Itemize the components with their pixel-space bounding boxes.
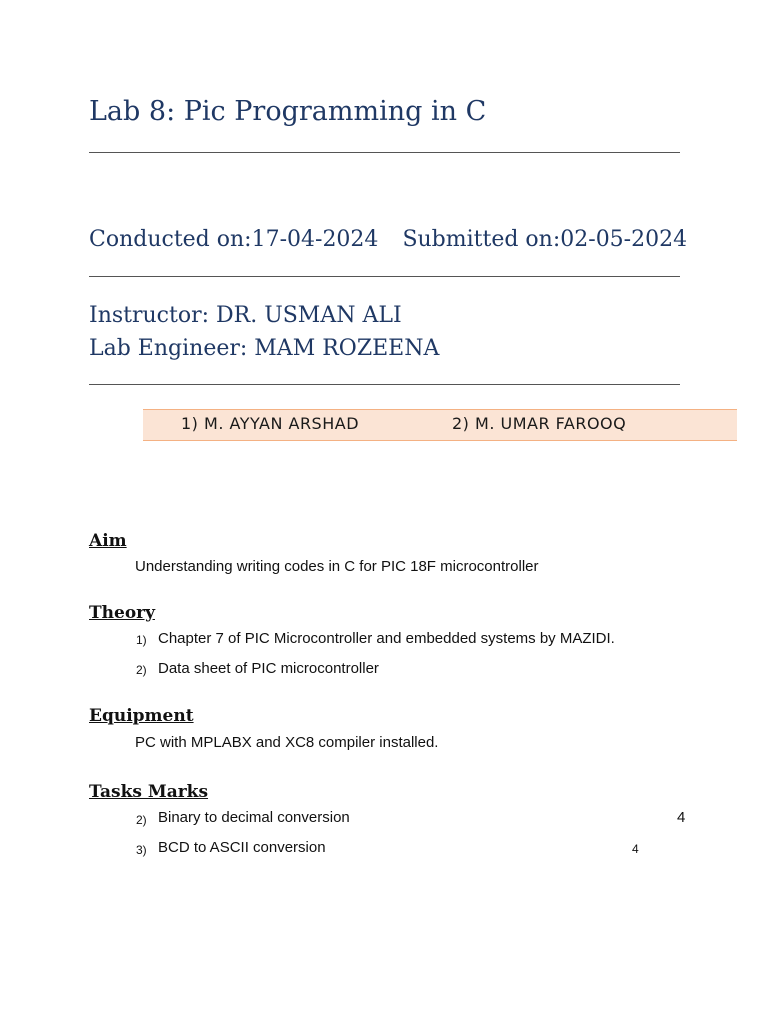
- list-number: 2): [136, 813, 147, 827]
- staff-divider: [89, 384, 680, 385]
- task-item: BCD to ASCII conversion: [158, 839, 326, 856]
- lab-engineer-line: Lab Engineer: MAM ROZEENA: [89, 336, 440, 361]
- page-title: Lab 8: Pic Programming in C: [89, 96, 487, 127]
- title-divider: [89, 152, 680, 153]
- dates-line: [89, 227, 687, 252]
- dates-divider: [89, 276, 680, 277]
- aim-text: Understanding writing codes in C for PIC 18F microcontroller: [135, 558, 539, 575]
- student-name: 1) M. AYYAN ARSHAD: [181, 414, 360, 433]
- aim-heading: Aim: [89, 531, 127, 551]
- instructor-line: Instructor: DR. USMAN ALI: [89, 303, 402, 328]
- submitted-date: Submitted on:02-05-2024: [402, 227, 688, 252]
- tasks-heading: Tasks Marks: [89, 782, 209, 802]
- task-marks: 4: [677, 809, 686, 826]
- theory-item: Chapter 7 of PIC Microcontroller and embedded systems by MAZIDI.: [158, 630, 615, 647]
- students-names-bar: [143, 409, 737, 441]
- theory-heading: Theory: [89, 603, 155, 623]
- theory-item: Data sheet of PIC microcontroller: [158, 660, 379, 677]
- list-number: 1): [136, 633, 147, 647]
- task-item: Binary to decimal conversion: [158, 809, 350, 826]
- conducted-date: Conducted on:17-04-2024: [89, 227, 379, 252]
- task-marks: 4: [632, 842, 639, 856]
- equipment-heading: Equipment: [89, 706, 194, 726]
- list-number: 2): [136, 663, 147, 677]
- student-name: 2) M. UMAR FAROOQ: [452, 414, 627, 433]
- equipment-text: PC with MPLABX and XC8 compiler installed.: [135, 734, 439, 751]
- list-number: 3): [136, 843, 147, 857]
